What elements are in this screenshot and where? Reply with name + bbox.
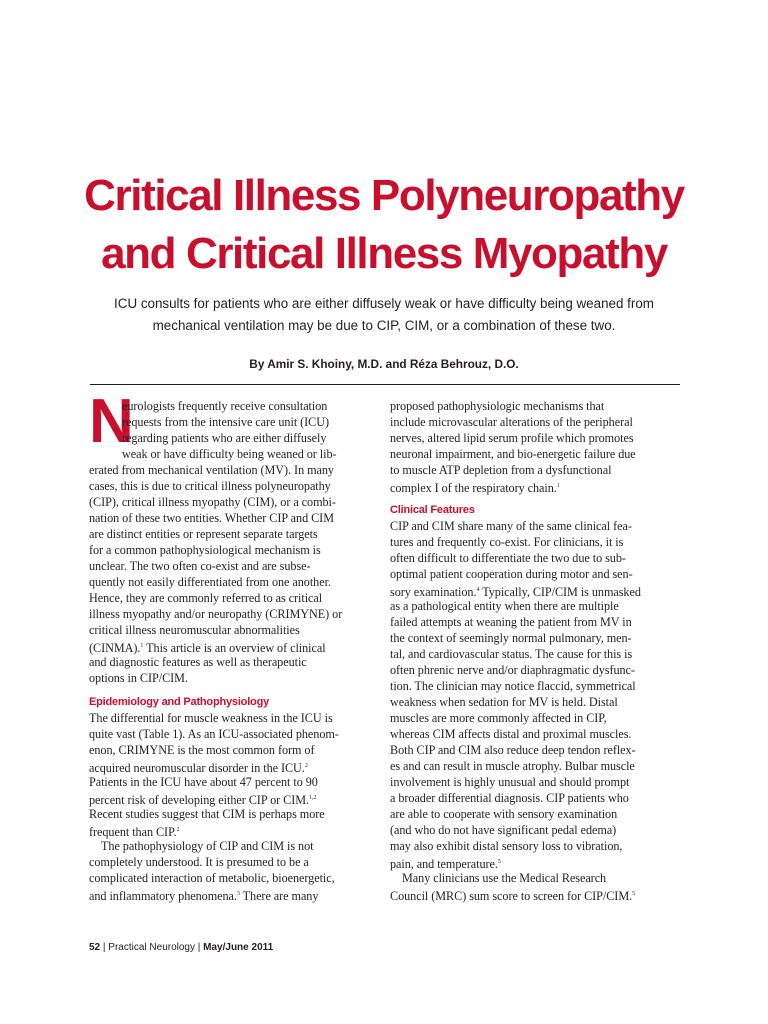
body-line: to muscle ATP depletion from a dysfunctional [390,463,612,477]
body-line [390,886,680,902]
body-line: completely understood. It is presumed to be a [89,855,309,869]
body-line: muscles are more commonly affected in CIP, [390,711,607,725]
body-line: The pathophysiology of CIP and CIM is not [101,839,314,853]
body-line: are distinct entities or represent separate targets [89,527,318,541]
body-line: (and who do not have significant pedal edema) [390,823,617,837]
body-line: Both CIP and CIM also reduce deep tendon reflex- [390,743,636,757]
citation: 1,2 [309,795,317,801]
footer-separator: | [100,942,109,953]
body-line: cases, this is due to critical illness polyneuropathy [89,479,331,493]
body-line: illness myopathy and/or neuropathy (CRIMYNE) or [89,607,343,621]
body-text: There are many [239,889,319,903]
body-line: for a common pathophysiological mechanism is [89,543,321,557]
journal-name: Practical Neurology [108,942,195,953]
body-line: tures and frequently co-exist. For clinicians, it is [390,535,624,549]
body-text: sory examination. [390,585,477,599]
body-text: complex I of the respiratory chain. [390,481,557,495]
body-line: and diagnostic features as well as therapeutic [89,655,307,669]
body-line [89,822,379,838]
body-line [89,790,379,806]
body-line: requests from the intensive care unit (ICU) [122,415,330,429]
body-line: include microvascular alterations of the peripheral [390,415,633,429]
citation: 5 [632,891,636,897]
body-line: the context of seemingly normal pulmonary, men- [390,631,632,645]
page-number: 52 [89,942,101,953]
body-line: tal, and cardiovascular status. The cause for this is [390,647,633,661]
subtitle-line-1: ICU consults for patients who are either diffusely weak or have difficulty being weaned from [114,296,654,311]
body-line: The differential for muscle weakness in the ICU is [89,711,333,725]
page-footer [89,942,273,953]
citation: 4 [476,587,480,593]
body-text: percent risk of developing either CIP or CIM. [89,793,310,807]
body-text: This article is an overview of clinical [143,641,326,655]
citation: 2 [304,763,308,769]
body-line: eurologists frequently receive consultation [122,399,328,413]
body-line: nation of these two entities. Whether CIP and CIM [89,511,334,525]
body-line: a broader differential diagnosis. CIP patients who [390,791,629,805]
body-line [89,638,379,654]
header-divider [90,384,680,385]
body-line: quite vast (Table 1). As an ICU-associated phenom- [89,727,339,741]
body-line: failed attempts at weaning the patient from MV in [390,615,632,629]
body-line [390,582,680,598]
section-heading-clinical-features: Clinical Features [390,504,475,516]
body-line: (CIP), critical illness myopathy (CIM), or a combi- [89,495,336,509]
body-line: as a pathological entity when there are multiple [390,599,619,613]
footer-separator: | [195,942,204,953]
body-text: acquired neuromuscular disorder in the ICU. [89,761,305,775]
citation: 1 [556,483,560,489]
body-line: proposed pathophysiologic mechanisms that [390,399,605,413]
body-line: unclear. The two often co-exist and are subse- [89,559,311,573]
body-line: nerves, altered lipid serum profile which promotes [390,431,634,445]
body-line: Hence, they are commonly referred to as critical [89,591,323,605]
citation: 1 [140,643,144,649]
body-line: weakness when sedation for MV is held. Distal [390,695,618,709]
body-line: es and can result in muscle atrophy. Bulbar muscle [390,759,635,773]
body-line: are able to cooperate with sensory examination [390,807,618,821]
body-line: regarding patients who are either diffusely [122,431,327,445]
body-line [89,758,379,774]
section-heading-epidemiology: Epidemiology and Pathophysiology [89,696,270,708]
body-line: tion. The clinician may notice flaccid, symmetrical [390,679,636,693]
body-line: Patients in the ICU have about 47 percent to 90 [89,775,318,789]
body-line: often difficult to differentiate the two due to sub- [390,551,626,565]
article-title-line-2: and Critical Illness Myopathy [101,229,667,278]
body-text: pain, and temperature. [390,857,498,871]
citation: 2 [176,827,180,833]
body-line [390,478,680,494]
body-line: often phrenic nerve and/or diaphragmatic dysfunc- [390,663,635,677]
body-line: Recent studies suggest that CIM is perhaps more [89,807,325,821]
body-line: complicated interaction of metabolic, bioenergetic, [89,871,335,885]
body-line: erated from mechanical ventilation (MV). In many [89,463,334,477]
issue-date: May/June 2011 [203,942,274,953]
body-line: Many clinicians use the Medical Research [402,871,607,885]
citation: 3 [236,891,240,897]
body-line: critical illness neuromuscular abnormalities [89,623,300,637]
body-line [390,854,680,870]
body-text: and inflammatory phenomena. [89,889,237,903]
body-line: neuronal impairment, and bio-energetic failure due [390,447,636,461]
citation: 5 [497,859,501,865]
body-text: Typically, CIP/CIM is unmasked [479,585,641,599]
body-text: frequent than CIP. [89,825,177,839]
body-line: CIP and CIM share many of the same clinical fea- [390,519,632,533]
left-column [89,398,379,902]
body-line: optimal patient cooperation during motor and sen- [390,567,633,581]
subtitle-line-2: mechanical ventilation may be due to CIP, CIM, or a combination of these two. [152,318,616,333]
body-line: enon, CRIMYNE is the most common form of [89,743,315,757]
right-column [390,398,680,902]
article-subtitle [40,293,728,337]
body-line: weak or have difficulty being weaned or lib- [122,447,337,461]
body-line: involvement is highly unusual and should prompt [390,775,630,789]
body-text: (CINMA). [89,641,141,655]
body-line: may also exhibit distal sensory loss to vibration, [390,839,623,853]
drop-cap: N [89,387,134,456]
body-line: quently not easily differentiated from one another. [89,575,331,589]
byline: By Amir S. Khoiny, M.D. and Réza Behrouz, D.O. [249,357,519,371]
body-line: whereas CIM affects distal and proximal muscles. [390,727,632,741]
body-line [89,886,379,902]
body-text: Council (MRC) sum score to screen for CIP/CIM. [390,889,633,903]
body-line: options in CIP/CIM. [89,671,188,685]
article-title-line-1: Critical Illness Polyneuropathy [84,171,684,220]
